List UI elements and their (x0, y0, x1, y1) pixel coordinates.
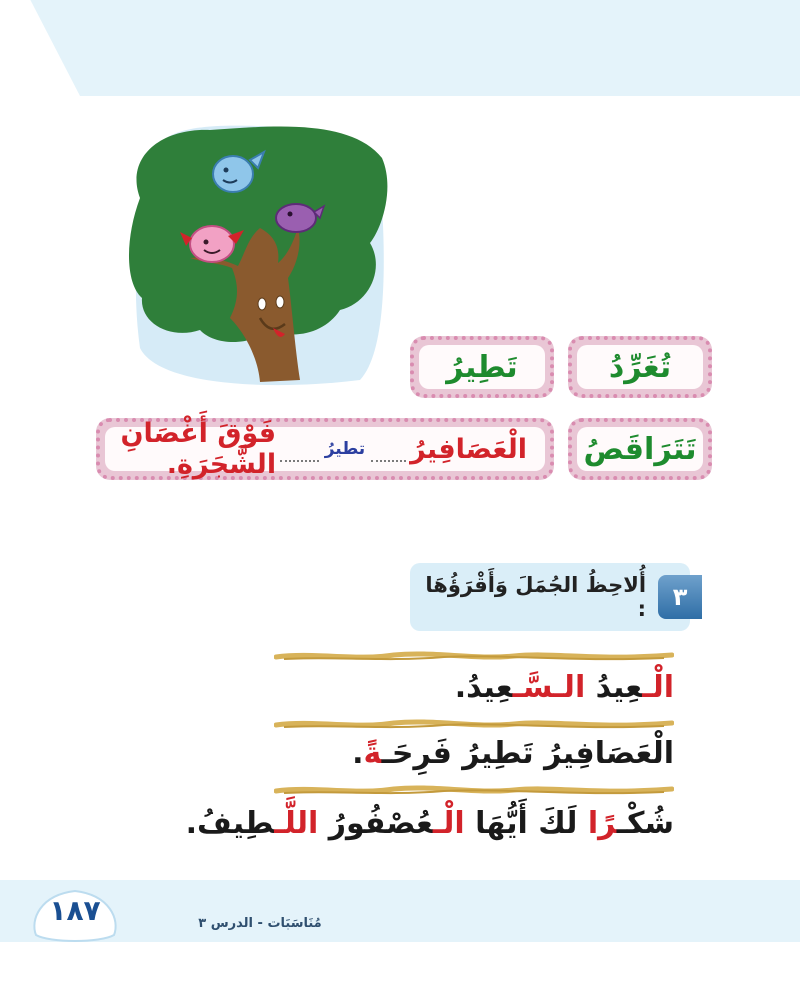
sentence-text: عُصْفُورُ (318, 806, 433, 841)
sentence-subject: الْعَصَافِيرُ (410, 433, 527, 465)
sentence-text: عِيدُ. (454, 670, 513, 705)
highlighted-letters: الْـ (432, 806, 465, 841)
highlighted-letters: رًا (587, 806, 617, 841)
sentence-text: طِيفُ. (185, 806, 275, 841)
fill-in-sentence (105, 418, 545, 480)
fill-in-sentence-card (96, 418, 554, 480)
sentence-rest: فَوْقَ أَغْصَانِ الشَّجَرَةِ. (120, 418, 277, 480)
highlighted-letters: ةً (363, 736, 382, 771)
sentence-text: لَكَ أَيُّهَا (464, 806, 588, 841)
reading-sentence (455, 670, 674, 705)
blank-line (280, 436, 319, 462)
section-header (410, 563, 690, 631)
sentence-text: الْعَصَافِيرُ تَطِيرُ فَرِحَـ (381, 736, 674, 771)
reading-sentence (186, 806, 674, 841)
section-number-badge: ٣ (658, 575, 702, 619)
word-card-label: تُغَرِّدُ (577, 345, 703, 389)
gold-scribble-divider (274, 782, 674, 800)
page-number: ١٨٧ (49, 894, 101, 927)
word-card-tataraqas[interactable] (568, 418, 712, 480)
tree-birds-illustration (120, 118, 392, 390)
word-card-label: تَتَرَاقَصُ (577, 427, 703, 471)
gold-scribble-divider (274, 648, 674, 666)
sentence-text: عِيدُ (585, 670, 643, 705)
highlighted-letters: الـسَّـ (512, 670, 586, 705)
word-card-tugharrid[interactable] (568, 336, 712, 398)
sentence-text: . (352, 736, 364, 771)
footer-band (0, 880, 800, 942)
highlighted-letters: الْـ (642, 670, 674, 705)
word-card-tatir[interactable] (410, 336, 554, 398)
highlighted-letters: اللَّـ (274, 806, 319, 841)
top-header-band (0, 0, 800, 96)
handwritten-answer[interactable]: تطيرُ (324, 439, 366, 459)
word-card-label: تَطِيرُ (419, 345, 545, 389)
gold-scribble-divider (274, 716, 674, 734)
section-title: أُلاحِظُ الجُمَلَ وَأَقْرَؤُهَا : (425, 573, 647, 621)
blank-line (371, 436, 406, 462)
reading-sentence (352, 736, 674, 771)
footer-lesson-label: مُنَاسَبَات - الدرس ٣ (198, 916, 322, 931)
sentence-text: شُكْـ (616, 806, 674, 841)
